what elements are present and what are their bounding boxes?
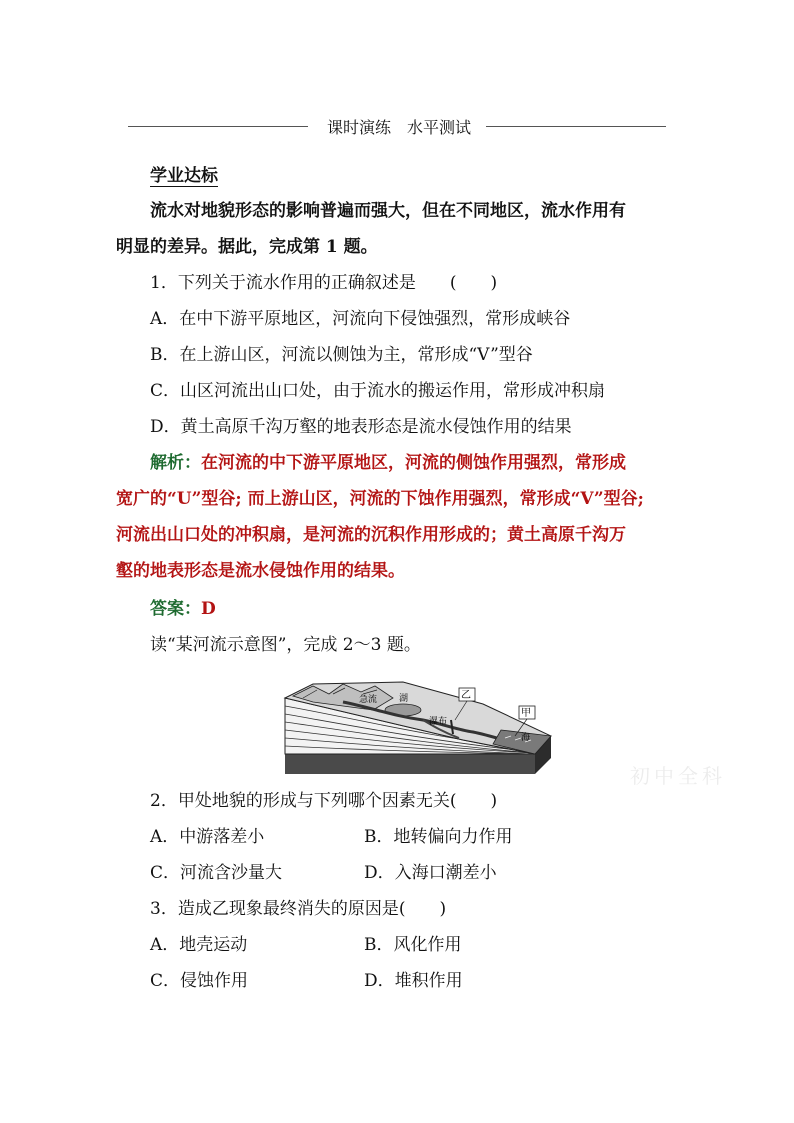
q2-stem: 2．甲处地貌的形成与下列哪个因素无关( )	[150, 791, 498, 811]
watermark: 初中全科	[630, 764, 726, 788]
q1-option-d: D．黄土高原千沟万壑的地表形态是流水侵蚀作用的结果	[150, 417, 572, 437]
q2-option-c: C．河流含沙量大	[150, 863, 283, 883]
intro-line-1: 流水对地貌形态的影响普遍而强大，但在不同地区，流水作用有	[150, 201, 626, 221]
q1-option-b: B．在上游山区，河流以侧蚀为主，常形成“V”型谷	[150, 345, 533, 365]
analysis-label: 解析：	[150, 453, 201, 473]
diagram-label-lake: 湖	[399, 694, 409, 704]
analysis-line-1	[150, 452, 626, 474]
read-prompt: 读“某河流示意图”，完成 2～3 题。	[150, 635, 421, 655]
header-rule-left	[128, 126, 308, 127]
q3-option-c: C．侵蚀作用	[150, 971, 249, 991]
q3-stem: 3．造成乙现象最终消失的原因是( )	[150, 899, 447, 919]
analysis-line-3: 河流出山口处的冲积扇，是河流的沉积作用形成的；黄土高原千沟万	[116, 525, 626, 545]
analysis-line-4: 壑的地表形态是流水侵蚀作用的结果。	[116, 561, 405, 581]
q2-option-d: D．入海口潮差小	[364, 863, 497, 883]
diagram-terrain	[285, 682, 551, 774]
q1-option-a: A．在中下游平原地区，河流向下侵蚀强烈，常形成峡谷	[150, 309, 571, 329]
q2-option-b: B．地转偏向力作用	[364, 827, 513, 847]
header-rule-right	[486, 126, 666, 127]
q3-option-b: B．风化作用	[364, 935, 462, 955]
answer-label: 答案：	[150, 599, 201, 619]
diagram-label-jia: 甲	[521, 708, 531, 719]
diagram-label-yi: 乙	[461, 690, 471, 701]
diagram-label-waterfall: 瀑布	[429, 717, 448, 727]
diagram-label-sea: 海	[521, 733, 531, 743]
q2-option-a: A．中游落差小	[150, 827, 265, 847]
answer-value: D	[201, 599, 216, 619]
page-header	[118, 112, 678, 142]
diagram-label-rapids: 急流	[359, 695, 378, 705]
q1-option-c: C．山区河流出山口处，由于流水的搬运作用，常形成冲积扇	[150, 381, 606, 401]
q3-option-d: D．堆积作用	[364, 971, 463, 991]
analysis-line-2: 宽广的“U”型谷; 而上游山区，河流的下蚀作用强烈，常形成“V”型谷;	[116, 489, 644, 509]
answer-line	[150, 598, 216, 620]
intro-line-2: 明显的差异。据此，完成第 1 题。	[116, 237, 378, 257]
q1-stem: 1．下列关于流水作用的正确叙述是 ( )	[150, 273, 498, 293]
header-title: 课时演练 水平测试	[326, 118, 471, 137]
section-tag: 学业达标	[150, 166, 218, 186]
analysis-text-1: 在河流的中下游平原地区，河流的侧蚀作用强烈，常形成	[201, 453, 626, 473]
river-diagram	[283, 680, 553, 776]
q3-option-a: A．地壳运动	[150, 935, 248, 955]
